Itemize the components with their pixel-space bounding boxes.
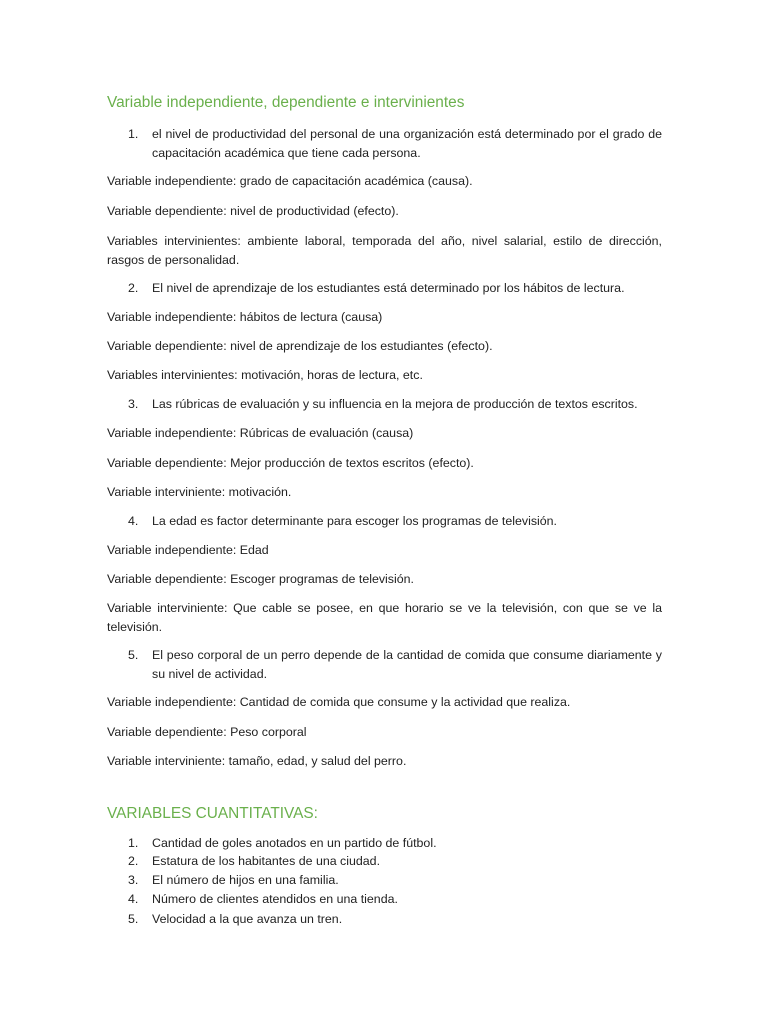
statement-text: Las rúbricas de evaluación y su influencia en la mejora de producción de textos escritos. <box>152 397 638 411</box>
intervening-variables-1: Variables intervinientes: ambiente laboral, temporada del año, nivel salarial, estilo de dirección, rasgos de personalidad. <box>107 234 662 267</box>
intervening-variable-4: Variable interviniente: Que cable se posee, en que horario se ve la televisión, con que se ve la televisión. <box>107 601 662 634</box>
dependent-variable-1: Variable dependiente: nivel de productividad (efecto). <box>107 204 399 218</box>
list-item-text: Cantidad de goles anotados en un partido de fútbol. <box>152 836 437 850</box>
intervening-variables-2: Variables intervinientes: motivación, horas de lectura, etc. <box>107 368 423 382</box>
list-number: 4. <box>128 892 139 906</box>
quantitative-list-item <box>107 890 662 909</box>
list-number: 3. <box>128 397 139 411</box>
example-statement-1 <box>107 125 662 163</box>
list-item-text: Velocidad a la que avanza un tren. <box>152 912 343 926</box>
dependent-variable-5: Variable dependiente: Peso corporal <box>107 725 307 739</box>
independent-variable-3: Variable independiente: Rúbricas de evaluación (causa) <box>107 426 414 440</box>
list-number: 5. <box>128 912 139 926</box>
example-statement-4 <box>107 512 662 531</box>
example-statement-3 <box>107 395 662 414</box>
independent-variable-2: Variable independiente: hábitos de lectura (causa) <box>107 310 383 324</box>
list-number: 1. <box>128 836 139 850</box>
dependent-variable-2: Variable dependiente: nivel de aprendizaje de los estudiantes (efecto). <box>107 339 493 353</box>
intervening-variable-5: Variable interviniente: tamaño, edad, y salud del perro. <box>107 754 407 768</box>
independent-variable-1: Variable independiente: grado de capacitación académica (causa). <box>107 174 473 188</box>
quantitative-list-item <box>107 834 662 853</box>
statement-text: El peso corporal de un perro depende de la cantidad de comida que consume diariamente y su nivel de actividad. <box>152 648 662 681</box>
statement-text: La edad es factor determinante para escoger los programas de televisión. <box>152 514 557 528</box>
list-number: 2. <box>128 281 139 295</box>
intervening-variable-3: Variable interviniente: motivación. <box>107 485 292 499</box>
independent-variable-4: Variable independiente: Edad <box>107 543 269 557</box>
list-number: 5. <box>128 648 139 662</box>
quantitative-list-item <box>107 910 662 929</box>
list-item-text: El número de hijos en una familia. <box>152 873 339 887</box>
statement-text: El nivel de aprendizaje de los estudiantes está determinado por los hábitos de lectura. <box>152 281 625 295</box>
list-number: 2. <box>128 854 139 868</box>
quantitative-list-item <box>107 852 662 871</box>
independent-variable-5: Variable independiente: Cantidad de comida que consume y la actividad que realiza. <box>107 695 571 709</box>
quantitative-list-item <box>107 871 662 890</box>
list-number: 3. <box>128 873 139 887</box>
example-statement-5 <box>107 646 662 684</box>
list-item-text: Número de clientes atendidos en una tienda. <box>152 892 398 906</box>
section-heading-variables: Variable independiente, dependiente e intervinientes <box>107 94 465 111</box>
dependent-variable-4: Variable dependiente: Escoger programas de televisión. <box>107 572 414 586</box>
section-heading-quantitative: VARIABLES CUANTITATIVAS: <box>107 805 318 822</box>
dependent-variable-3: Variable dependiente: Mejor producción de textos escritos (efecto). <box>107 456 474 470</box>
statement-text: el nivel de productividad del personal de una organización está determinado por el grado de capacitación académica que tiene cada persona. <box>152 127 662 160</box>
list-number: 1. <box>128 127 139 141</box>
list-item-text: Estatura de los habitantes de una ciudad. <box>152 854 381 868</box>
list-number: 4. <box>128 514 139 528</box>
example-statement-2 <box>107 279 662 298</box>
